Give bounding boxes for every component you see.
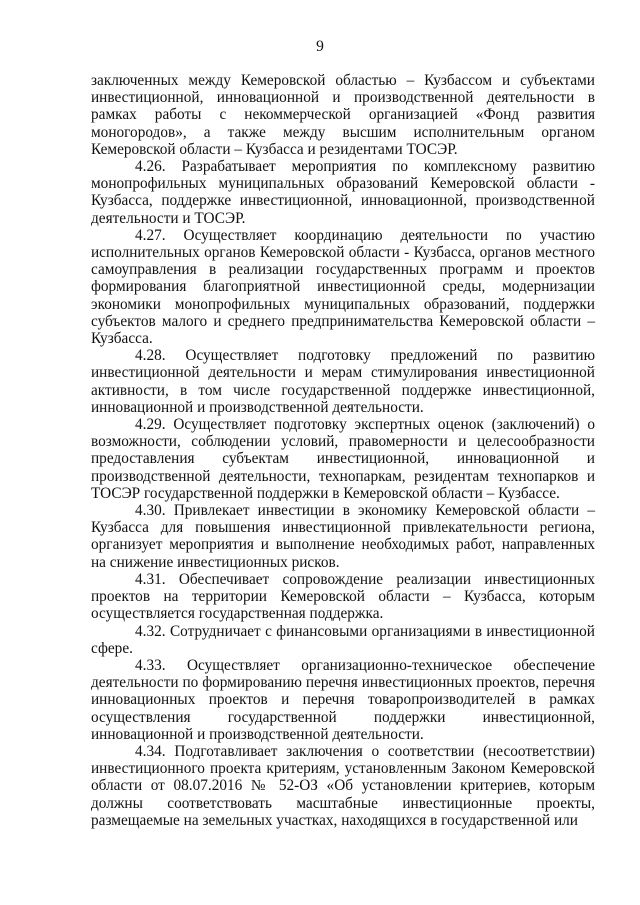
paragraph-4-28 <box>91 347 595 416</box>
paragraph-number: 4.26. <box>135 158 166 176</box>
paragraph-number: 4.34. <box>135 742 166 760</box>
paragraph-4-33 <box>91 657 595 743</box>
paragraph-text: Осуществляет организационно-техническое обеспечение деятельности по формированию перечня инвестиционных проектов, перечня инновационных проектов и перечня товаропроизводителей в рамках осуществления государственной поддержки инвестиционной, инновационной и производственной деятельности. <box>91 656 595 743</box>
paragraph-text: Подготавливает заключения о соответствии (несоответствии) инвестиционного проекта критериям, установленным Законом Кемеровской области от 08.07.2016 № 52-ОЗ «Об установлении критериев, которым должны соответствовать масштабные инвестиционные проекты, размещаемые на земельных участках, находящихся в государственной или <box>91 742 596 829</box>
paragraph-4-29 <box>91 416 595 502</box>
paragraph-number: 4.29. <box>135 416 166 434</box>
paragraph-text: заключенных между Кемеровской областью – Кузбассом и субъектами инвестиционной, инновационной и производственной деятельности в рамках работы с некоммерческой организацией «Фонд развития моногородов», а также между высшим исполнительным органом Кемеровской области – Кузбасса и резидентами ТОСЭР. <box>91 72 595 158</box>
paragraph-4-26 <box>91 158 595 227</box>
paragraph-text: Осуществляет подготовку предложений по развитию инвестиционной деятельности и мерам стимулирования инвестиционной активности, в том числе государственной поддержке инвестиционной, инновационной и производственной деятельности. <box>91 347 596 416</box>
document-body <box>91 72 595 829</box>
paragraph-4-34 <box>91 743 595 829</box>
page-number: 9 <box>316 38 324 55</box>
paragraph-number: 4.28. <box>135 347 166 365</box>
paragraph-4-30 <box>91 502 595 571</box>
paragraph-text: Осуществляет подготовку экспертных оценок (заключений) о возможности, соблюдении условий, правомерности и целесообразности предоставления субъектам инвестиционной, инновационной и производственной деятельности, технопаркам, резидентам технопарков и ТОСЭР государственной поддержки в Кемеровской области – Кузбассе. <box>91 416 595 502</box>
paragraph-number: 4.32. <box>135 622 166 640</box>
paragraph-4-32 <box>91 623 595 657</box>
paragraph-continuation <box>91 72 595 158</box>
paragraph-number: 4.30. <box>135 502 166 520</box>
paragraph-number: 4.27. <box>135 226 166 244</box>
paragraph-text: Разрабатывает мероприятия по комплексному развитию монопрофильных муниципальных образований Кемеровской области - Кузбасса, поддержке инвестиционной, инновационной, производственной деятельности и ТОСЭР. <box>91 158 595 227</box>
paragraph-text: Обеспечивает сопровождение реализации инвестиционных проектов на территории Кемеровской области – Кузбасса, которым осуществляется государственная поддержка. <box>91 570 595 623</box>
paragraph-text: Осуществляет координацию деятельности по участию исполнительных органов Кемеровской области - Кузбасса, органов местного самоуправления в реализации государственных программ и проектов формирования благоприятной инвестиционной среды, модернизации экономики монопрофильных муниципальных образований, поддержки субъектов малого и среднего предпринимательства Кемеровской области – Кузбасса. <box>91 226 595 348</box>
paragraph-number: 4.33. <box>135 656 166 674</box>
paragraph-4-27 <box>91 227 595 347</box>
paragraph-text: Сотрудничает с финансовыми организациями в инвестиционной сфере. <box>91 622 595 657</box>
paragraph-text: Привлекает инвестиции в экономику Кемеровской области – Кузбасса для повышения инвестиционной привлекательности региона, организует мероприятия и выполнение необходимых работ, направленных на снижение инвестиционных рисков. <box>91 502 595 571</box>
paragraph-number: 4.31. <box>135 570 166 588</box>
paragraph-4-31 <box>91 571 595 623</box>
